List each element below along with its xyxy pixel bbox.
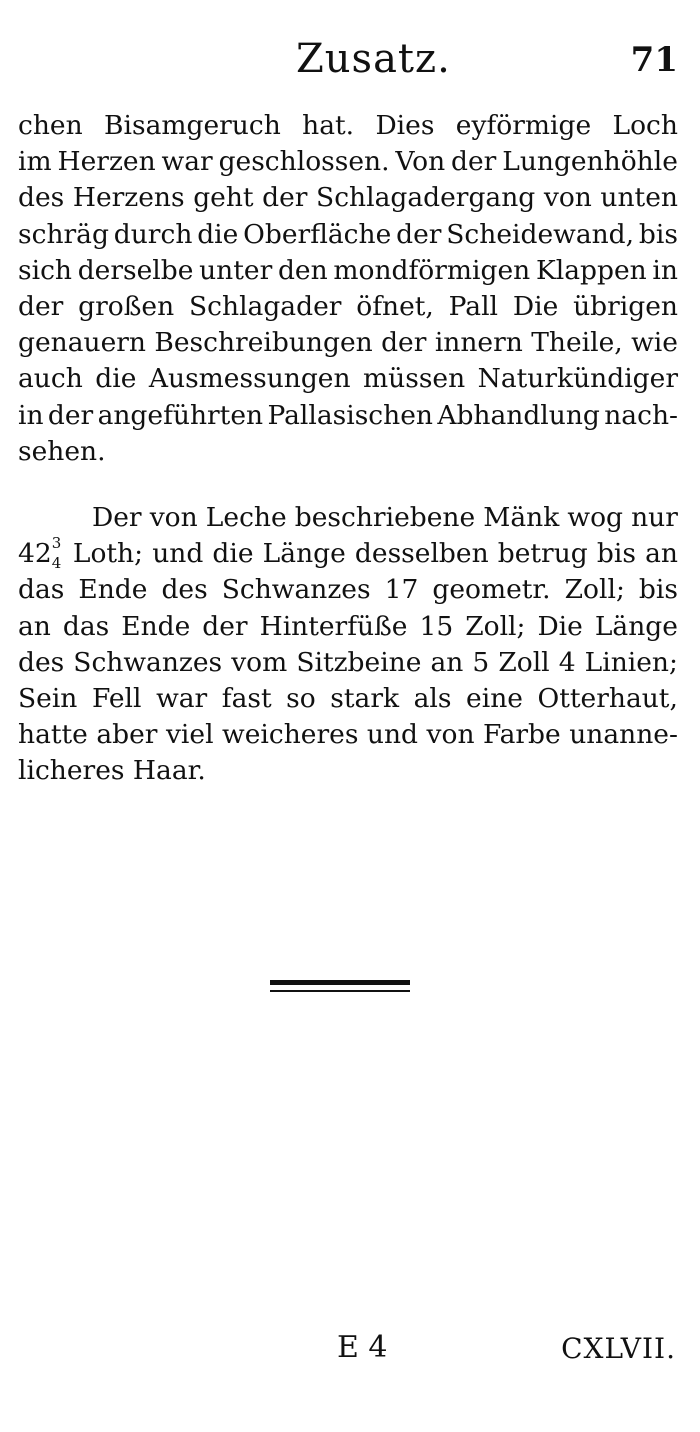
word: durch: [113, 218, 193, 250]
text-line: [18, 217, 678, 253]
word: geht: [193, 182, 254, 214]
word: des: [161, 574, 208, 606]
page-header: [0, 30, 700, 90]
text-line: [18, 500, 678, 536]
word: die: [95, 363, 137, 395]
word: übrigen: [573, 290, 678, 322]
word: Loth;: [72, 538, 144, 570]
word: unten: [600, 182, 678, 214]
word: Zoll;: [564, 574, 625, 606]
word: viel: [165, 719, 214, 751]
word: Abhandlung: [437, 399, 600, 431]
page-number: 71: [630, 40, 678, 80]
word: den: [277, 254, 328, 286]
word: das: [18, 574, 65, 606]
word: genauern: [18, 327, 146, 359]
paragraph-2: [18, 500, 678, 790]
word: war: [161, 146, 213, 178]
word: Sitzbeine: [296, 646, 422, 678]
word: der: [262, 182, 308, 214]
word: Länge: [262, 538, 346, 570]
text-line: [18, 289, 678, 325]
word: der: [451, 146, 497, 178]
word: Schwanzes: [73, 646, 223, 678]
text-line: licheres Haar.: [18, 755, 206, 787]
word: Leche: [205, 502, 287, 533]
word: beschriebene: [294, 502, 476, 533]
word: eine: [466, 682, 523, 714]
word: fast: [221, 682, 272, 714]
text-line: [18, 253, 678, 289]
word: innern: [434, 327, 523, 359]
word: vom: [231, 646, 288, 678]
word: Länge: [594, 610, 678, 642]
word: das: [62, 610, 110, 642]
word: Ende: [78, 574, 148, 606]
word: von: [543, 182, 592, 214]
word: die: [197, 218, 239, 250]
word: Pall: [448, 290, 499, 322]
word: war: [156, 682, 208, 714]
word: in: [18, 399, 44, 431]
word: 4: [558, 646, 576, 678]
word: Loch: [612, 110, 678, 141]
word: Ausmessungen: [148, 363, 351, 395]
word: in: [652, 254, 678, 286]
fraction: [51, 534, 64, 573]
word: Linien;: [584, 646, 678, 678]
word: betrug: [497, 538, 588, 570]
word: Zoll: [498, 646, 550, 678]
word: stark: [330, 682, 400, 714]
word: Die: [512, 290, 559, 322]
word: nur: [631, 502, 678, 533]
word: desselben: [354, 538, 489, 570]
text-line: [18, 645, 678, 681]
text-line: [18, 609, 678, 645]
word: chen: [18, 110, 83, 141]
word: an: [18, 610, 51, 642]
word: der: [396, 218, 442, 250]
word: Ende: [121, 610, 191, 642]
word: geschlossen.: [218, 146, 390, 178]
word: der: [18, 290, 64, 322]
word: Mänk: [483, 502, 560, 533]
fraction-numerator: 3: [51, 534, 62, 553]
word: unanne-: [569, 719, 678, 751]
word: Schlagader: [189, 290, 342, 322]
word: der: [202, 610, 248, 642]
word: Schlagadergang: [316, 182, 536, 214]
word: der: [47, 399, 94, 431]
word: auch: [18, 363, 83, 395]
word: Sein: [18, 682, 78, 714]
word: Beschreibungen: [154, 327, 373, 359]
word: Dies: [375, 110, 435, 141]
text-line: [18, 398, 678, 434]
word: Lungenhöhle: [502, 146, 678, 178]
word: müssen: [363, 363, 466, 395]
word: 15: [419, 610, 454, 642]
word: eyförmige: [455, 110, 592, 141]
text-line: [18, 325, 678, 361]
word: von: [426, 719, 475, 751]
text-line: [18, 144, 678, 180]
word: Herzen: [57, 146, 156, 178]
running-title: Zusatz.: [296, 36, 451, 82]
text-line-with-fraction: [18, 536, 678, 572]
word: Otterhaut,: [537, 682, 678, 714]
word: Scheidewand,: [446, 218, 635, 250]
word: des: [18, 646, 65, 678]
word: des: [18, 182, 65, 214]
word: und: [366, 719, 419, 751]
word: angeführten: [97, 399, 264, 431]
paragraph-1: [18, 108, 678, 470]
word: wie: [631, 327, 678, 359]
word: im: [18, 146, 52, 178]
word: aber: [96, 719, 158, 751]
word: Schwanzes: [221, 574, 371, 606]
word: hat.: [302, 110, 355, 141]
word: an: [645, 538, 678, 570]
word: weicheres: [222, 719, 359, 751]
text-line: [18, 717, 678, 753]
word: unter: [199, 254, 273, 286]
fraction-denominator: 4: [51, 554, 62, 573]
word: von: [149, 502, 198, 533]
word: Farbe: [483, 719, 561, 751]
fraction-whole: 42: [18, 538, 52, 570]
page-footer: [0, 1330, 700, 1380]
word: Zoll;: [465, 610, 526, 642]
word: der: [381, 327, 427, 359]
word: Herzens: [72, 182, 185, 214]
word: Fell: [91, 682, 142, 714]
signature-mark: E 4: [337, 1330, 388, 1365]
word: bis: [638, 218, 678, 250]
word: 17: [384, 574, 419, 606]
word: so: [286, 682, 316, 714]
word: Bisamgeruch: [104, 110, 281, 141]
word: die: [212, 538, 254, 570]
word: als: [413, 682, 452, 714]
word: Hinterfüße: [259, 610, 408, 642]
text-line: [18, 572, 678, 608]
word: 5: [472, 646, 490, 678]
word: sich: [18, 254, 72, 286]
word: wog: [567, 502, 624, 533]
word: an: [430, 646, 464, 678]
word: Die: [537, 610, 583, 642]
word: nach-: [604, 399, 678, 431]
word: Theile,: [531, 327, 623, 359]
word: derselbe: [77, 254, 194, 286]
word: hatte: [18, 719, 88, 751]
fraction-value: [18, 536, 64, 572]
word: Der: [92, 502, 142, 533]
section-divider: [270, 980, 410, 985]
word: großen: [78, 290, 175, 322]
word: öfnet,: [356, 290, 434, 322]
word: Von: [395, 146, 446, 178]
word: und: [152, 538, 204, 570]
text-line: [18, 681, 678, 717]
catchword: CXLVII.: [561, 1332, 676, 1365]
text-line: [18, 108, 678, 144]
word: schräg: [18, 218, 109, 250]
word: geometr.: [432, 574, 551, 606]
text-line: sehen.: [18, 435, 106, 467]
section-divider-thin: [270, 990, 410, 992]
word: bis: [638, 574, 678, 606]
text-line: [18, 180, 678, 216]
word: bis: [596, 538, 636, 570]
word: Oberfläche: [243, 218, 392, 250]
word: mondförmigen: [333, 254, 531, 286]
word: Naturkündiger: [477, 363, 678, 395]
text-line: [18, 361, 678, 397]
word: Klappen: [535, 254, 647, 286]
word: Pallasischen: [267, 399, 433, 431]
